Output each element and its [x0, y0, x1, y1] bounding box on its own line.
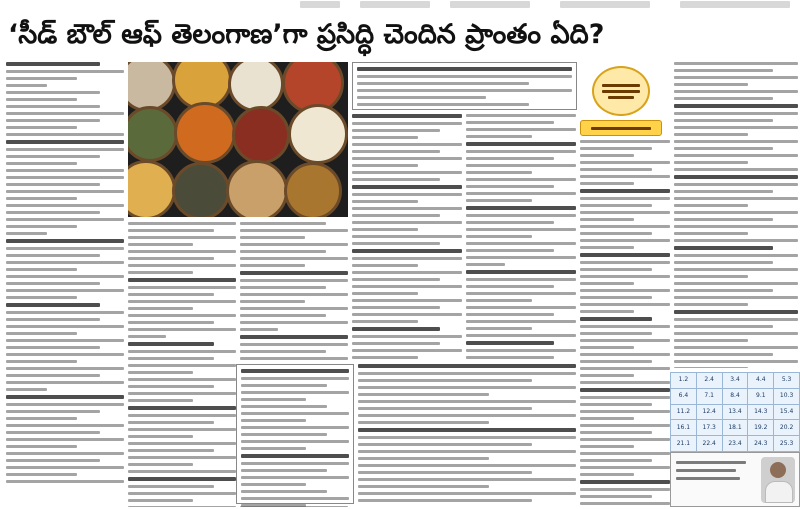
table-cell: 25.3: [774, 436, 800, 452]
table-cell: 10.3: [774, 388, 800, 404]
table-cell: 18.1: [722, 420, 748, 436]
author-box: [670, 452, 800, 507]
text-column-1: [6, 62, 124, 507]
table-cell: 9.1: [748, 388, 774, 404]
table-cell: 12.4: [696, 404, 722, 420]
match-question-box-2: [236, 364, 354, 504]
answer-key-table: [670, 372, 800, 452]
badge-ribbon: [580, 120, 662, 136]
table-row: [671, 404, 800, 420]
table-cell: 16.1: [671, 420, 697, 436]
table-row: [671, 420, 800, 436]
author-avatar: [761, 457, 795, 503]
text-column-3-right: [466, 114, 576, 359]
table-cell: 2.4: [696, 373, 722, 389]
table-cell: 11.2: [671, 404, 697, 420]
table-cell: 6.4: [671, 388, 697, 404]
table-cell: 24.3: [748, 436, 774, 452]
page-title: ‘సీడ్ బౌల్ ఆఫ్ తెలంగాణ’గా ప్రసిద్ధి చెందిన ప్రాంతం ఏది?: [8, 19, 605, 50]
table-cell: 15.4: [774, 404, 800, 420]
table-cell: 23.4: [722, 436, 748, 452]
table-cell: 7.1: [696, 388, 722, 404]
table-row: [671, 436, 800, 452]
table-cell: 3.4: [722, 373, 748, 389]
text-column-4-bottom: [358, 364, 576, 504]
table-cell: 4.4: [748, 373, 774, 389]
table-cell: 14.3: [748, 404, 774, 420]
text-column-2-left: [128, 222, 236, 507]
table-cell: 17.3: [696, 420, 722, 436]
match-question-box-1: [352, 62, 577, 110]
text-column-3-left: [352, 114, 462, 359]
table-cell: 5.3: [774, 373, 800, 389]
table-row: [671, 388, 800, 404]
top-strip: [0, 0, 800, 10]
table-cell: 13.4: [722, 404, 748, 420]
exam-badge-icon: [592, 66, 650, 116]
table-cell: 8.4: [722, 388, 748, 404]
table-cell: 1.2: [671, 373, 697, 389]
text-column-5: [580, 140, 670, 505]
table-cell: 22.4: [696, 436, 722, 452]
table-row: [671, 373, 800, 389]
table-cell: 20.2: [774, 420, 800, 436]
text-column-6: [674, 62, 798, 368]
table-cell: 21.1: [671, 436, 697, 452]
seed-bowls-photo: [128, 62, 348, 217]
table-cell: 19.2: [748, 420, 774, 436]
